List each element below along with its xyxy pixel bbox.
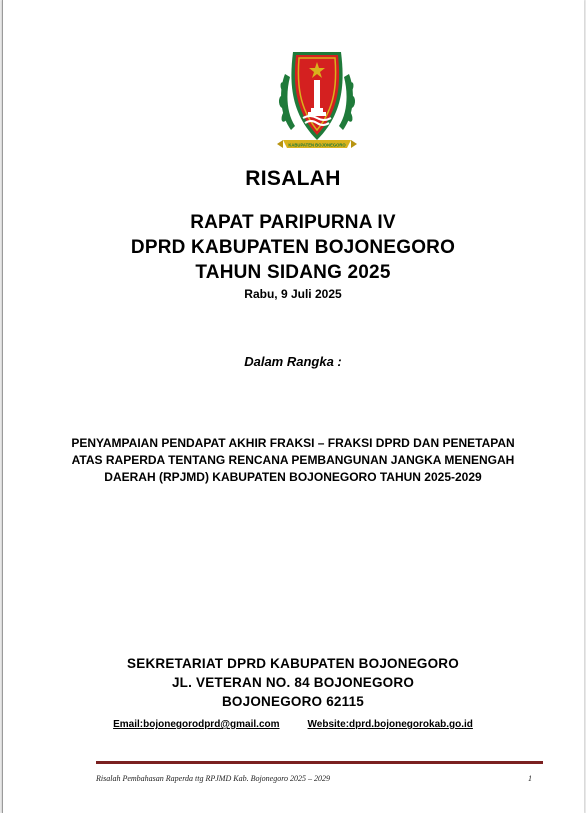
meeting-date: Rabu, 9 Juli 2025 [244, 287, 342, 301]
title-line-3: TAHUN SIDANG 2025 [195, 262, 391, 283]
footer-page-number: 1 [528, 774, 532, 783]
address-line-1: SEKRETARIAT DPRD KABUPATEN BOJONEGORO [127, 656, 459, 671]
title-line-2: DPRD KABUPATEN BOJONEGORO [130, 237, 456, 258]
contact-line [2, 719, 584, 730]
agenda-line-2: ATAS RAPERDA TENTANG RENCANA PEMBANGUNAN JANGKA MENENGAH [71, 453, 515, 467]
footer-rule [96, 761, 543, 764]
logo-ribbon-text: KABUPATEN BOJONEGORO [288, 142, 346, 148]
agenda-line-3: DAERAH (RPJMD) KABUPATEN BOJONEGORO TAHUN 2025-2029 [104, 470, 482, 484]
email-link[interactable]: Email:bojonegorodprd@gmail.com [113, 719, 280, 730]
document-page [2, 0, 584, 813]
bojonegoro-coat-of-arms-icon [275, 44, 359, 156]
in-context-label: Dalam Rangka : [244, 354, 342, 369]
address-line-3: BOJONEGORO 62115 [221, 694, 364, 709]
agenda-line-1: PENYAMPAIAN PENDAPAT AKHIR FRAKSI – FRAKSI DPRD DAN PENETAPAN [71, 436, 515, 450]
footer-caption: Risalah Pembahasan Raperda ttg RPJMD Kab. Bojonegoro 2025 – 2029 [96, 774, 331, 783]
website-link[interactable]: Website:dprd.bojonegorokab.go.id [307, 719, 473, 730]
address-line-2: JL. VETERAN NO. 84 BOJONEGORO [171, 675, 415, 690]
document-heading: RISALAH [245, 167, 341, 190]
title-line-1: RAPAT PARIPURNA IV [190, 212, 396, 233]
